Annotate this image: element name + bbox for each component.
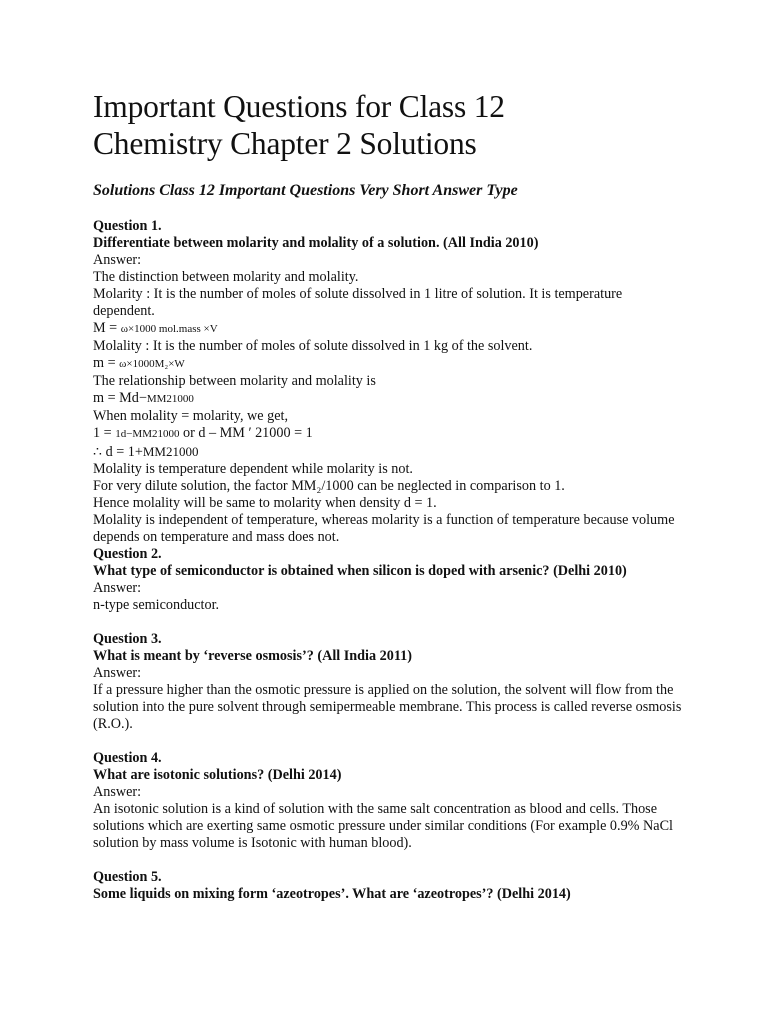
q1-line-2: Molarity : It is the number of moles of solute dissolved in 1 litre of solution. It is temperature dependent. xyxy=(93,286,623,319)
q4-answer: An isotonic solution is a kind of solution with the same salt concentration as blood and cells. Those solutions which are exerting same osmotic pressure under similar conditions (For example 0.9% NaCl solution by mass volume is Isotonic with human blood). xyxy=(93,801,673,851)
q3-heading: Question 3. xyxy=(93,631,162,647)
q3-answer: If a pressure higher than the osmotic pressure is applied on the solution, the solvent will flow from the solution into the pure solvent through semipermeable membrane. This process is called reverse osmosis (R.O.). xyxy=(93,682,682,732)
q1-answer-label: Answer: xyxy=(93,252,142,268)
q1-line-5: When molality = molarity, we get, xyxy=(93,408,289,424)
q4-question: What are isotonic solutions? (Delhi 2014) xyxy=(93,767,342,783)
q1-line-1: The distinction between molarity and molality. xyxy=(93,269,359,285)
q1-formula-1: M = ω×1000 mol.mass ×V xyxy=(93,320,218,336)
q5-heading: Question 5. xyxy=(93,869,162,885)
q3-answer-label: Answer: xyxy=(93,665,142,681)
q1-heading: Question 1. xyxy=(93,218,162,234)
q1-line-8: Hence molality will be same to molarity when density d = 1. xyxy=(93,495,437,511)
q1-formula-5: ∴ d = 1+MM21000 xyxy=(93,444,199,460)
q4-heading: Question 4. xyxy=(93,750,162,766)
questions-content xyxy=(93,218,683,903)
q2-answer: n-type semiconductor. xyxy=(93,597,220,613)
q1-question: Differentiate between molarity and molality of a solution. (All India 2010) xyxy=(93,235,539,251)
q1-line-3: Molality : It is the number of moles of solute dissolved in 1 kg of the solvent. xyxy=(93,338,533,354)
title-line-1: Important Questions for Class 12 xyxy=(93,89,505,124)
q5-question: Some liquids on mixing form ‘azeotropes’. What are ‘azeotropes’? (Delhi 2014) xyxy=(93,886,571,902)
q1-line-6: Molality is temperature dependent while molarity is not. xyxy=(93,461,413,477)
q2-answer-label: Answer: xyxy=(93,580,142,596)
q1-line-7: For very dilute solution, the factor MM₂/1000 can be neglected in comparison to 1. xyxy=(93,478,565,494)
q4-answer-label: Answer: xyxy=(93,784,142,800)
q1-formula-2: m = ω×1000M₂×W xyxy=(93,355,185,371)
q1-line-9: Molality is independent of temperature, whereas molarity is a function of temperature because volume depends on temperature and mass does not. xyxy=(93,512,675,545)
q1-formula-3: m = Md−MM21000 xyxy=(93,390,194,406)
title-line-2: Chemistry Chapter 2 Solutions xyxy=(93,126,477,161)
section-subtitle: Solutions Class 12 Important Questions Very Short Answer Type xyxy=(93,182,518,199)
q3-question: What is meant by ‘reverse osmosis’? (All India 2011) xyxy=(93,648,412,664)
q2-heading: Question 2. xyxy=(93,546,162,562)
page-title xyxy=(93,88,768,162)
q1-line-4: The relationship between molarity and molality is xyxy=(93,373,376,389)
q2-question: What type of semiconductor is obtained when silicon is doped with arsenic? (Delhi 2010) xyxy=(93,563,627,579)
q1-formula-4: 1 = 1d−MM21000 or d – MM ′ 21000 = 1 xyxy=(93,425,313,441)
